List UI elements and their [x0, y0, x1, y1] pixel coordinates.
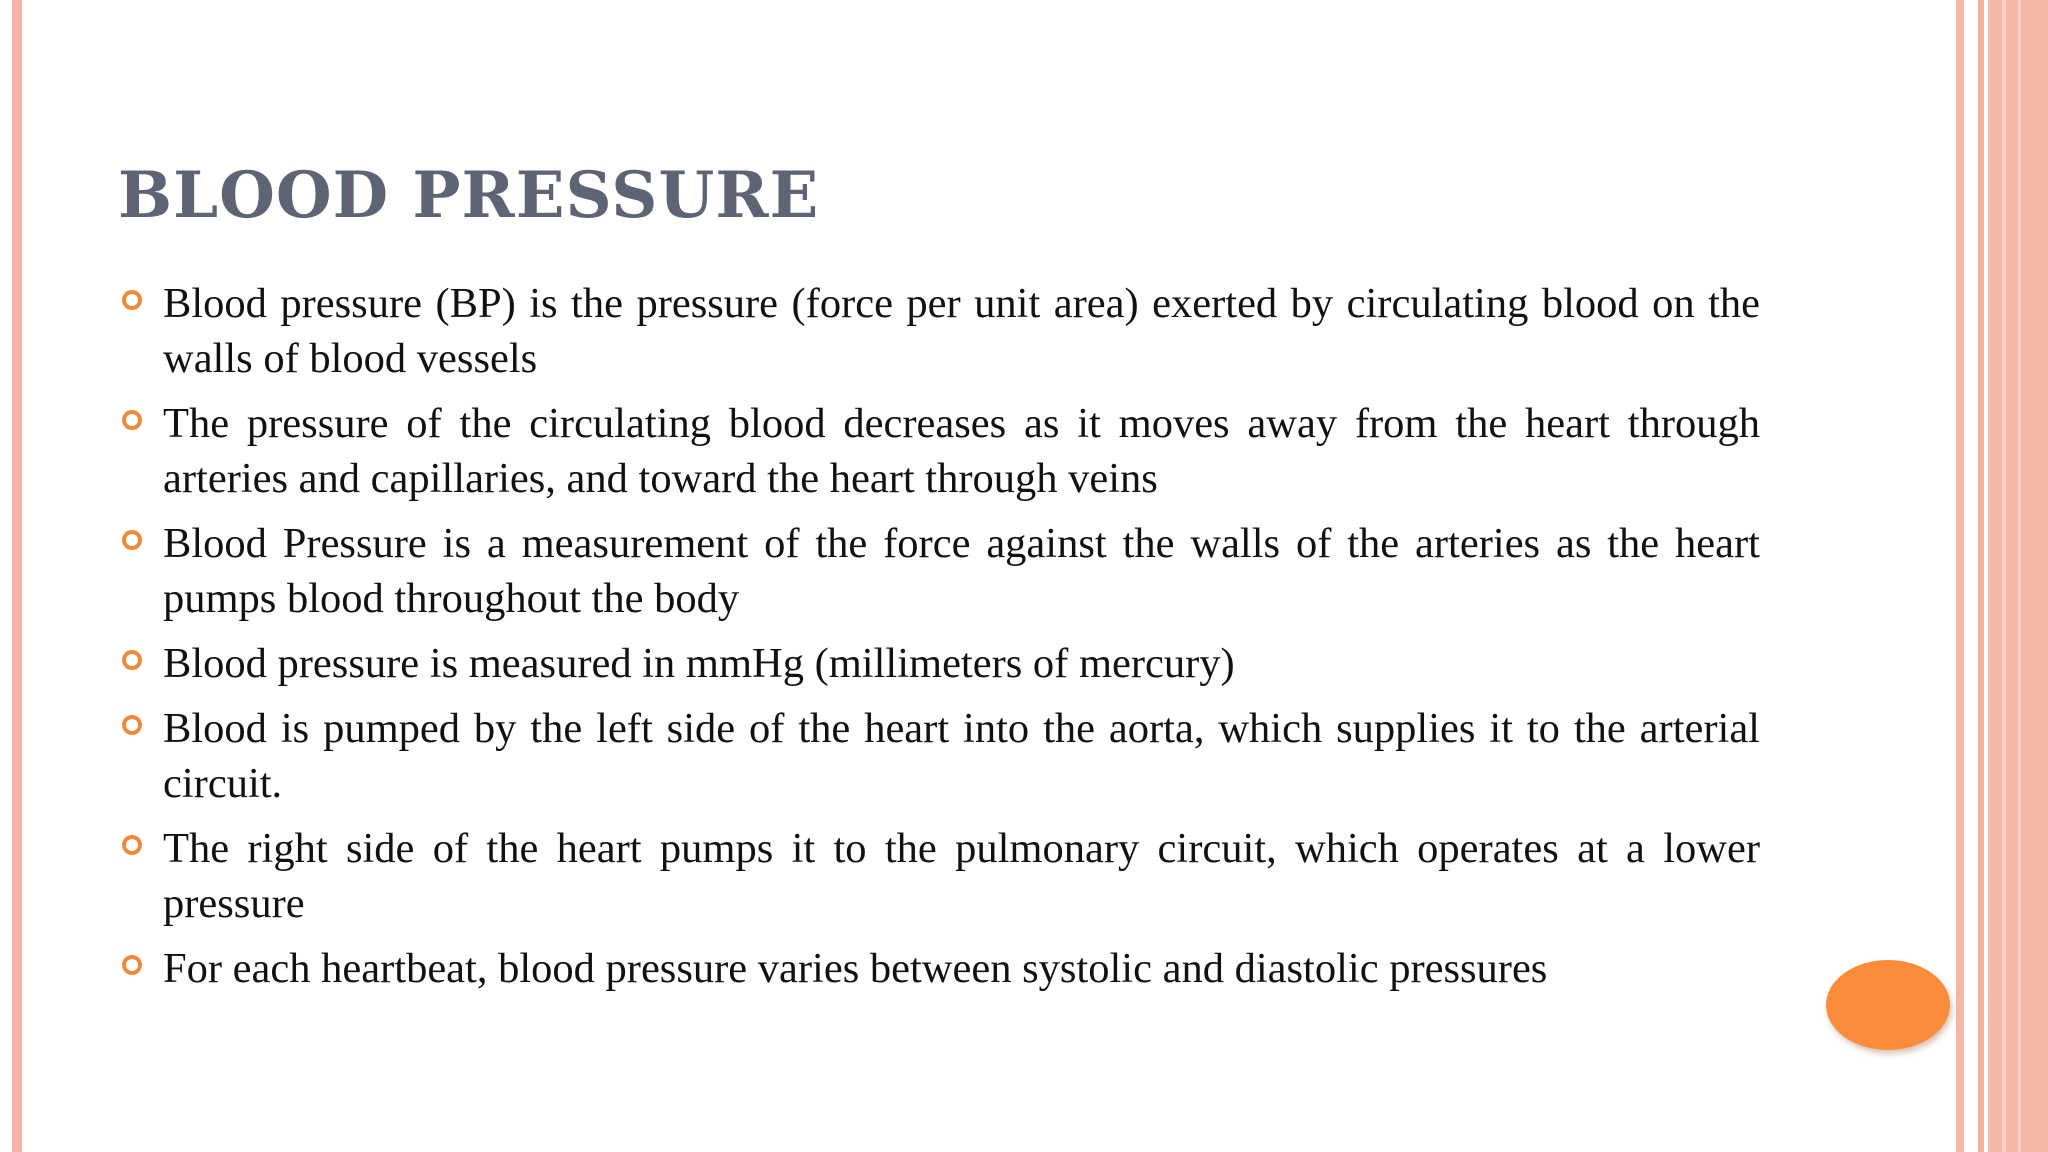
orange-circle-decoration [1826, 960, 1950, 1050]
bullet-item [120, 276, 1760, 386]
bullet-ring-icon [122, 835, 142, 855]
bullet-item [120, 701, 1760, 811]
bullet-text: Blood Pressure is a measurement of the force against the walls of the arteries as the heart pumps blood throughout the body [163, 520, 1760, 622]
bullet-ring-icon [122, 530, 142, 550]
bullet-ring-icon [122, 410, 142, 430]
bullet-item [120, 636, 1760, 691]
bullet-ring-icon [122, 715, 142, 735]
bullet-item [120, 941, 1760, 996]
left-border-stripe [12, 0, 22, 1152]
slide-title: BLOOD PRESSURE [118, 158, 820, 233]
bullet-list [120, 276, 1760, 1006]
bullet-text: For each heartbeat, blood pressure varies between systolic and diastolic pressures [163, 945, 1548, 992]
bullet-item [120, 821, 1760, 931]
stripe [1956, 0, 1964, 1152]
stripe-highlight [2002, 0, 2006, 1152]
bullet-ring-icon [122, 650, 142, 670]
bullet-ring-icon [122, 955, 142, 975]
stripe-highlight [2018, 0, 2021, 1152]
stripe-gap [1964, 0, 1978, 1152]
bullet-ring-icon [122, 290, 142, 310]
bullet-text: Blood is pumped by the left side of the heart into the aorta, which supplies it to the arterial circuit. [163, 705, 1760, 807]
right-decorative-stripes [1956, 0, 2048, 1152]
bullet-text: The pressure of the circulating blood decreases as it moves away from the heart through arteries and capillaries, and toward the heart through veins [163, 400, 1760, 502]
bullet-item [120, 516, 1760, 626]
bullet-text: Blood pressure is measured in mmHg (millimeters of mercury) [163, 640, 1235, 687]
bullet-text: The right side of the heart pumps it to the pulmonary circuit, which operates at a lower pressure [163, 825, 1760, 927]
bullet-text: Blood pressure (BP) is the pressure (force per unit area) exerted by circulating blood on the walls of blood vessels [163, 280, 1760, 382]
bullet-item [120, 396, 1760, 506]
